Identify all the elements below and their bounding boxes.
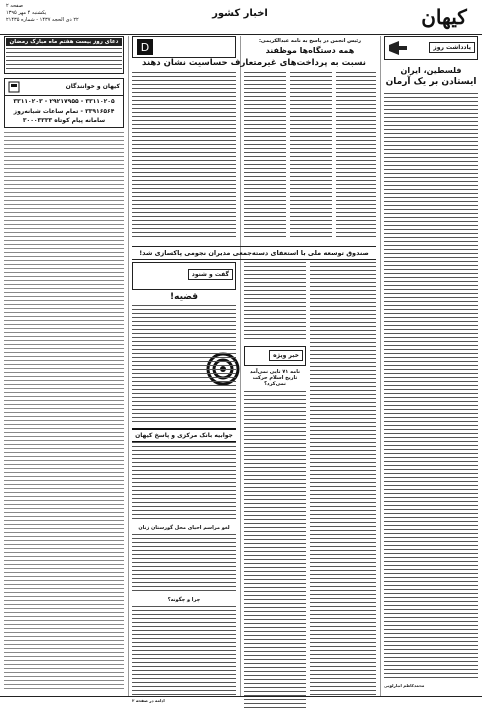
sub-heading-a: لغو مراسم احیای محل گورستان زنان <box>138 525 230 531</box>
editorial-author: محمدکاظم انبارلویی <box>384 683 425 688</box>
kayhan-logo: کیهان <box>421 5 467 29</box>
dialogue-column <box>132 262 236 425</box>
editorial-column <box>384 36 478 689</box>
editorial-headline-1: فلسطین، ایران <box>400 66 462 75</box>
page-info: صفحه ۲ یکشنبه ۴ مهر ۱۳۹۵ ۲۲ ذی الحجه ۱۴۳۷ - شماره ۲۱۴۳۵ <box>6 3 79 23</box>
megaphone-icon <box>389 41 409 55</box>
dialogue-title: قضیه! <box>170 292 198 302</box>
reader-messages <box>4 132 124 692</box>
story-body-col-1 <box>336 72 376 240</box>
contact-header <box>5 79 123 96</box>
prayer-title: دعای روز بیست هفتم ماه مبارک رمضان <box>6 38 122 46</box>
fund-body-col-2 <box>244 262 306 709</box>
story-body-col-4 <box>132 72 236 240</box>
page-bottom-rule <box>0 696 482 697</box>
left-column <box>4 36 124 692</box>
column-divider <box>240 36 241 696</box>
story-headline-2: نسبت به پرداخت‌های غیرمتعارف حساسیت نشان دهند <box>142 58 366 68</box>
page-header <box>0 0 482 35</box>
special-box-title: نامه ۷۱ تایی نمی‌آمد تاریخ اسلام حرکت نمی‌کرد؟ <box>250 369 300 387</box>
continued-note: ادامه در صفحه ۲ <box>132 698 165 703</box>
gofto-tagbar <box>132 36 236 58</box>
bank-body <box>132 442 236 704</box>
story-body-col-3 <box>244 72 286 240</box>
svg-text:D: D <box>140 41 150 54</box>
prayer-box <box>4 36 124 74</box>
contact-phone-1: ۳۳۱۱۰۲۰۵ - ۲۹۲۱۷۹۵۵ - ۳۳۱۱۰۲۰۳ <box>13 98 115 105</box>
editorial-tag: یادداشت روز <box>429 42 475 53</box>
special-news-tag: خبر ویژه <box>269 350 303 361</box>
column-divider <box>128 36 129 696</box>
second-col-top <box>132 36 236 58</box>
contact-box <box>4 78 124 128</box>
dialogue-tagbar <box>132 262 236 290</box>
contact-title: کیهان و خوانندگان <box>65 83 120 90</box>
center-top-story <box>244 36 376 55</box>
fund-banner <box>132 246 376 260</box>
story-kicker: رئیس انجمن در پاسخ به نامه عبدالکریمی: <box>258 38 362 44</box>
dialogue-tag: گفت و شنود <box>188 269 233 280</box>
contact-sms: سامانه پیام کوتاه ۳۰۰۰۳۳۳۳ <box>22 117 106 124</box>
story-body-col-2 <box>290 72 332 240</box>
editorial-tagbar <box>384 36 478 60</box>
sub-heading-b: چرا و چگونه؟ <box>167 597 201 603</box>
contact-phone-2: ۳۳۹۱۶۵۶۴ - تمام ساعات شبانه‌روز <box>13 108 115 115</box>
section-title: اخبار کشور <box>212 8 268 19</box>
editorial-headline-2: ایستادن بر یک آرمان <box>385 77 477 87</box>
phone-icon <box>8 81 20 93</box>
fund-banner-text: صندوق توسعه ملی با استعفای دسته‌جمعی مدیران نجومی پاکسازی شد! <box>139 249 369 257</box>
editorial-body <box>384 93 478 681</box>
column-divider <box>380 36 381 696</box>
bank-banner <box>132 428 236 442</box>
fund-body-col-1 <box>310 262 376 696</box>
story-headline-1: همه دستگاه‌ها موظفند <box>265 46 355 55</box>
bank-banner-text: جوابیه بانک مرکزی و پاسخ کیهان <box>135 432 233 439</box>
d-logo-icon <box>137 39 153 55</box>
center-wide-headline <box>132 58 376 68</box>
special-news-tagbar <box>244 346 306 366</box>
